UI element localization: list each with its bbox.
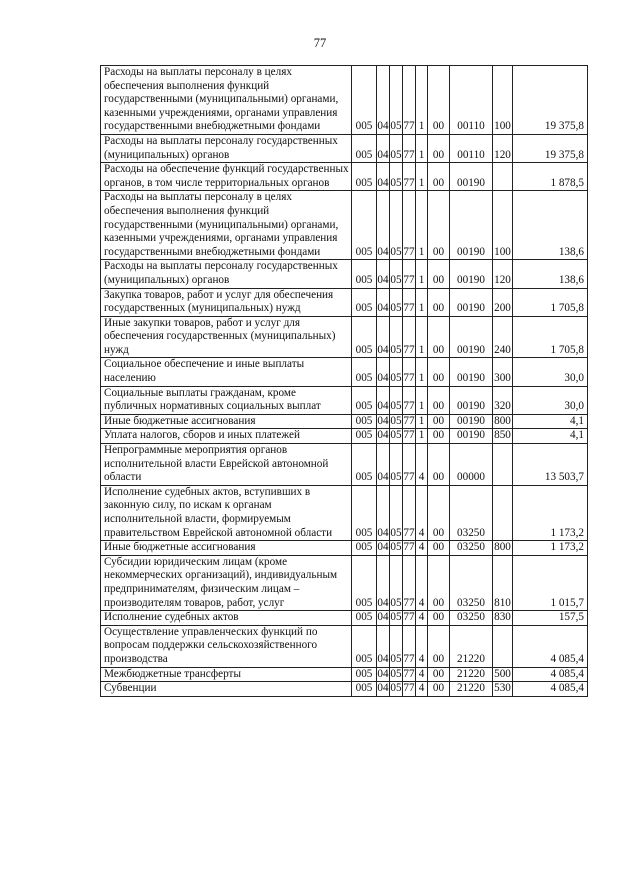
subsection-code-cell: 05 (390, 414, 403, 429)
row-name-cell: Осуществление управленческих функций по вопросам поддержки сельскохозяйственного производства (101, 625, 352, 667)
program-code-cell: 77 (403, 358, 416, 386)
expense-type-cell (493, 163, 513, 191)
section-code-cell: 04 (377, 386, 390, 414)
section-code-cell: 04 (377, 288, 390, 316)
section-code-cell: 04 (377, 667, 390, 682)
ministry-code-cell: 005 (352, 414, 377, 429)
direction-code-cell: 00110 (450, 66, 493, 135)
direction-code-cell: 03250 (450, 485, 493, 540)
direction-code-cell: 00190 (450, 191, 493, 260)
table-row (101, 682, 588, 697)
subprogram-code-cell: 1 (416, 134, 428, 162)
direction-code-cell: 21220 (450, 625, 493, 667)
amount-cell: 4 085,4 (513, 667, 588, 682)
program-code-cell: 77 (403, 316, 416, 358)
direction-code-cell: 00190 (450, 358, 493, 386)
event-code-cell: 00 (428, 414, 450, 429)
subsection-code-cell: 05 (390, 682, 403, 697)
table-row (101, 316, 588, 358)
row-name-cell: Непрограммные мероприятия органов исполнительной власти Еврейской автономной области (101, 444, 352, 486)
direction-code-cell: 00000 (450, 444, 493, 486)
event-code-cell: 00 (428, 66, 450, 135)
event-code-cell: 00 (428, 485, 450, 540)
expense-type-cell: 100 (493, 191, 513, 260)
row-name-cell: Социальные выплаты гражданам, кроме публичных нормативных социальных выплат (101, 386, 352, 414)
table-row (101, 555, 588, 610)
amount-cell: 19 375,8 (513, 66, 588, 135)
subprogram-code-cell: 1 (416, 386, 428, 414)
table-row (101, 414, 588, 429)
ministry-code-cell: 005 (352, 386, 377, 414)
section-code-cell: 04 (377, 134, 390, 162)
table-row (101, 429, 588, 444)
row-name-cell: Расходы на обеспечение функций государственных органов, в том числе территориальных органов (101, 163, 352, 191)
subsection-code-cell: 05 (390, 429, 403, 444)
subsection-code-cell: 05 (390, 386, 403, 414)
subsection-code-cell: 05 (390, 358, 403, 386)
expense-type-cell: 240 (493, 316, 513, 358)
table-row (101, 667, 588, 682)
ministry-code-cell: 005 (352, 485, 377, 540)
ministry-code-cell: 005 (352, 444, 377, 486)
event-code-cell: 00 (428, 288, 450, 316)
expense-type-cell (493, 485, 513, 540)
subprogram-code-cell: 1 (416, 163, 428, 191)
row-name-cell: Исполнение судебных актов (101, 611, 352, 626)
page-number: 77 (313, 36, 327, 50)
row-name-cell: Расходы на выплаты персоналу государственных (муниципальных) органов (101, 134, 352, 162)
ministry-code-cell: 005 (352, 288, 377, 316)
ministry-code-cell: 005 (352, 625, 377, 667)
section-code-cell: 04 (377, 485, 390, 540)
expense-type-cell: 850 (493, 429, 513, 444)
row-name-cell: Закупка товаров, работ и услуг для обеспечения государственных (муниципальных) нужд (101, 288, 352, 316)
amount-cell: 1 878,5 (513, 163, 588, 191)
direction-code-cell: 00190 (450, 260, 493, 288)
expense-type-cell: 200 (493, 288, 513, 316)
event-code-cell: 00 (428, 358, 450, 386)
subsection-code-cell: 05 (390, 541, 403, 556)
row-name-cell: Иные бюджетные ассигнования (101, 414, 352, 429)
section-code-cell: 04 (377, 611, 390, 626)
subsection-code-cell: 05 (390, 555, 403, 610)
amount-cell: 19 375,8 (513, 134, 588, 162)
table-row (101, 386, 588, 414)
amount-cell: 138,6 (513, 260, 588, 288)
amount-cell: 30,0 (513, 386, 588, 414)
table-row (101, 611, 588, 626)
subprogram-code-cell: 1 (416, 316, 428, 358)
subsection-code-cell: 05 (390, 625, 403, 667)
direction-code-cell: 21220 (450, 682, 493, 697)
table-row (101, 541, 588, 556)
expense-type-cell: 500 (493, 667, 513, 682)
amount-cell: 30,0 (513, 358, 588, 386)
event-code-cell: 00 (428, 191, 450, 260)
subsection-code-cell: 05 (390, 288, 403, 316)
expense-type-cell: 100 (493, 66, 513, 135)
expense-type-cell (493, 444, 513, 486)
section-code-cell: 04 (377, 682, 390, 697)
ministry-code-cell: 005 (352, 682, 377, 697)
subprogram-code-cell: 1 (416, 414, 428, 429)
ministry-code-cell: 005 (352, 66, 377, 135)
amount-cell: 1 705,8 (513, 316, 588, 358)
table-row (101, 191, 588, 260)
row-name-cell: Субсидии юридическим лицам (кроме некоммерческих организаций), индивидуальным предпринимателям, физическим лицам – производителям товаров, работ, услуг (101, 555, 352, 610)
amount-cell: 4,1 (513, 429, 588, 444)
program-code-cell: 77 (403, 429, 416, 444)
event-code-cell: 00 (428, 541, 450, 556)
ministry-code-cell: 005 (352, 358, 377, 386)
subprogram-code-cell: 4 (416, 541, 428, 556)
ministry-code-cell: 005 (352, 555, 377, 610)
program-code-cell: 77 (403, 66, 416, 135)
event-code-cell: 00 (428, 682, 450, 697)
table-row (101, 485, 588, 540)
section-code-cell: 04 (377, 541, 390, 556)
ministry-code-cell: 005 (352, 260, 377, 288)
budget-table (100, 65, 588, 697)
expense-type-cell: 800 (493, 541, 513, 556)
expense-type-cell: 810 (493, 555, 513, 610)
row-name-cell: Исполнение судебных актов, вступивших в законную силу, по искам к органам исполнительной власти, формируемым правительством Еврейской автономной области (101, 485, 352, 540)
amount-cell: 1 173,2 (513, 541, 588, 556)
ministry-code-cell: 005 (352, 611, 377, 626)
subprogram-code-cell: 1 (416, 191, 428, 260)
table-row (101, 358, 588, 386)
table-row (101, 288, 588, 316)
program-code-cell: 77 (403, 485, 416, 540)
ministry-code-cell: 005 (352, 667, 377, 682)
ministry-code-cell: 005 (352, 191, 377, 260)
section-code-cell: 04 (377, 260, 390, 288)
direction-code-cell: 00190 (450, 163, 493, 191)
subprogram-code-cell: 1 (416, 66, 428, 135)
program-code-cell: 77 (403, 667, 416, 682)
row-name-cell: Расходы на выплаты персоналу государственных (муниципальных) органов (101, 260, 352, 288)
program-code-cell: 77 (403, 134, 416, 162)
program-code-cell: 77 (403, 288, 416, 316)
section-code-cell: 04 (377, 358, 390, 386)
table-row (101, 134, 588, 162)
direction-code-cell: 03250 (450, 611, 493, 626)
subsection-code-cell: 05 (390, 611, 403, 626)
event-code-cell: 00 (428, 444, 450, 486)
subprogram-code-cell: 1 (416, 429, 428, 444)
expense-type-cell: 120 (493, 260, 513, 288)
table-row (101, 444, 588, 486)
program-code-cell: 77 (403, 611, 416, 626)
row-name-cell: Уплата налогов, сборов и иных платежей (101, 429, 352, 444)
subprogram-code-cell: 4 (416, 611, 428, 626)
expense-type-cell: 120 (493, 134, 513, 162)
budget-table-body (101, 66, 588, 697)
program-code-cell: 77 (403, 625, 416, 667)
section-code-cell: 04 (377, 414, 390, 429)
subsection-code-cell: 05 (390, 485, 403, 540)
amount-cell: 138,6 (513, 191, 588, 260)
program-code-cell: 77 (403, 555, 416, 610)
section-code-cell: 04 (377, 316, 390, 358)
expense-type-cell: 300 (493, 358, 513, 386)
section-code-cell: 04 (377, 444, 390, 486)
row-name-cell: Расходы на выплаты персоналу в целях обеспечения выполнения функций государственными (муниципальными) органами, казенными учреждениями, органами управления государственными внебюджетными фондами (101, 191, 352, 260)
event-code-cell: 00 (428, 625, 450, 667)
amount-cell: 4 085,4 (513, 625, 588, 667)
expense-type-cell: 800 (493, 414, 513, 429)
subsection-code-cell: 05 (390, 191, 403, 260)
amount-cell: 1 705,8 (513, 288, 588, 316)
amount-cell: 1 173,2 (513, 485, 588, 540)
program-code-cell: 77 (403, 260, 416, 288)
subprogram-code-cell: 4 (416, 555, 428, 610)
program-code-cell: 77 (403, 682, 416, 697)
program-code-cell: 77 (403, 191, 416, 260)
amount-cell: 157,5 (513, 611, 588, 626)
ministry-code-cell: 005 (352, 316, 377, 358)
table-row (101, 260, 588, 288)
section-code-cell: 04 (377, 163, 390, 191)
subsection-code-cell: 05 (390, 667, 403, 682)
event-code-cell: 00 (428, 667, 450, 682)
row-name-cell: Субвенции (101, 682, 352, 697)
program-code-cell: 77 (403, 444, 416, 486)
program-code-cell: 77 (403, 414, 416, 429)
direction-code-cell: 00190 (450, 316, 493, 358)
subsection-code-cell: 05 (390, 316, 403, 358)
row-name-cell: Социальное обеспечение и иные выплаты населению (101, 358, 352, 386)
amount-cell: 4 085,4 (513, 682, 588, 697)
direction-code-cell: 00190 (450, 414, 493, 429)
direction-code-cell: 00190 (450, 429, 493, 444)
event-code-cell: 00 (428, 316, 450, 358)
subprogram-code-cell: 4 (416, 682, 428, 697)
expense-type-cell: 530 (493, 682, 513, 697)
subprogram-code-cell: 4 (416, 444, 428, 486)
direction-code-cell: 00190 (450, 386, 493, 414)
table-row (101, 66, 588, 135)
direction-code-cell: 00190 (450, 288, 493, 316)
amount-cell: 1 015,7 (513, 555, 588, 610)
section-code-cell: 04 (377, 555, 390, 610)
amount-cell: 13 503,7 (513, 444, 588, 486)
ministry-code-cell: 005 (352, 163, 377, 191)
row-name-cell: Иные бюджетные ассигнования (101, 541, 352, 556)
subprogram-code-cell: 1 (416, 358, 428, 386)
ministry-code-cell: 005 (352, 541, 377, 556)
subsection-code-cell: 05 (390, 260, 403, 288)
subprogram-code-cell: 4 (416, 667, 428, 682)
event-code-cell: 00 (428, 386, 450, 414)
section-code-cell: 04 (377, 66, 390, 135)
event-code-cell: 00 (428, 555, 450, 610)
section-code-cell: 04 (377, 625, 390, 667)
expense-type-cell: 320 (493, 386, 513, 414)
row-name-cell: Расходы на выплаты персоналу в целях обеспечения выполнения функций государственными (муниципальными) органами, казенными учреждениями, органами управления государственными внебюджетными фондами (101, 66, 352, 135)
section-code-cell: 04 (377, 429, 390, 444)
direction-code-cell: 00110 (450, 134, 493, 162)
subsection-code-cell: 05 (390, 444, 403, 486)
section-code-cell: 04 (377, 191, 390, 260)
table-row (101, 625, 588, 667)
subprogram-code-cell: 4 (416, 625, 428, 667)
ministry-code-cell: 005 (352, 134, 377, 162)
direction-code-cell: 03250 (450, 541, 493, 556)
program-code-cell: 77 (403, 386, 416, 414)
subsection-code-cell: 05 (390, 66, 403, 135)
subsection-code-cell: 05 (390, 163, 403, 191)
event-code-cell: 00 (428, 260, 450, 288)
table-row (101, 163, 588, 191)
direction-code-cell: 03250 (450, 555, 493, 610)
direction-code-cell: 21220 (450, 667, 493, 682)
ministry-code-cell: 005 (352, 429, 377, 444)
event-code-cell: 00 (428, 134, 450, 162)
event-code-cell: 00 (428, 611, 450, 626)
program-code-cell: 77 (403, 541, 416, 556)
subprogram-code-cell: 4 (416, 485, 428, 540)
expense-type-cell: 830 (493, 611, 513, 626)
subprogram-code-cell: 1 (416, 260, 428, 288)
expense-type-cell (493, 625, 513, 667)
event-code-cell: 00 (428, 163, 450, 191)
program-code-cell: 77 (403, 163, 416, 191)
row-name-cell: Межбюджетные трансферты (101, 667, 352, 682)
subprogram-code-cell: 1 (416, 288, 428, 316)
subsection-code-cell: 05 (390, 134, 403, 162)
event-code-cell: 00 (428, 429, 450, 444)
amount-cell: 4,1 (513, 414, 588, 429)
row-name-cell: Иные закупки товаров, работ и услуг для обеспечения государственных (муниципальных) нужд (101, 316, 352, 358)
